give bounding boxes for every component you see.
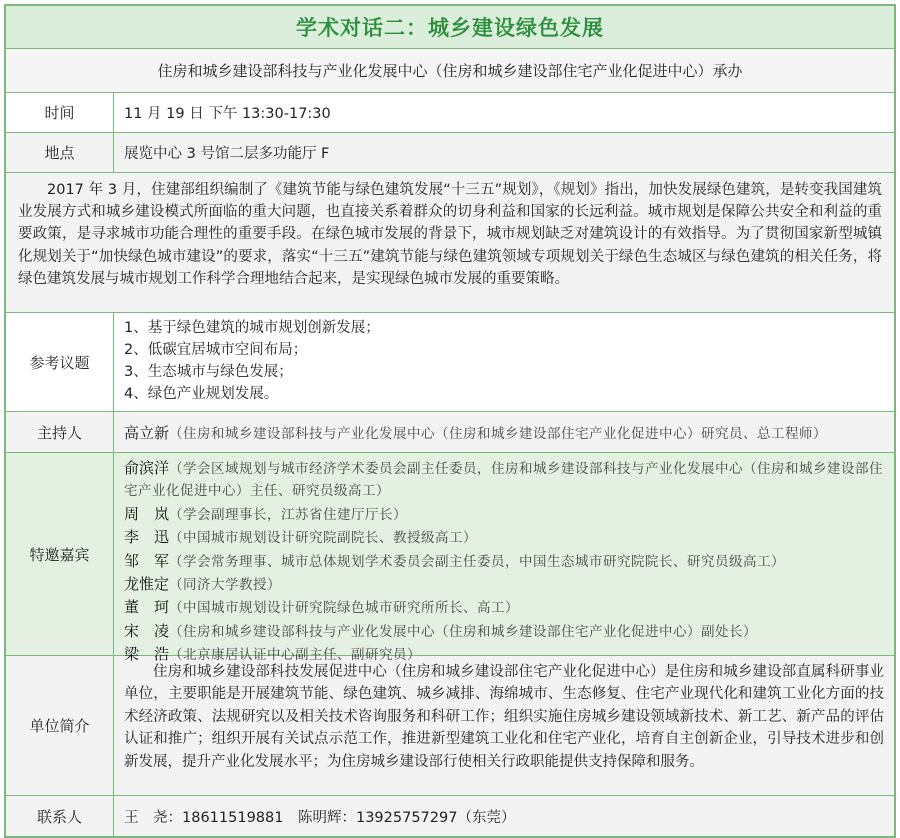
guest-item xyxy=(124,573,884,596)
topics-label: 参考议题 xyxy=(6,313,114,411)
guest-desc: （北京康居认证中心副主任、副研究员） xyxy=(169,647,422,664)
topic-item: 4、绿色产业规划发展。 xyxy=(124,386,279,402)
topic-item: 3、生态城市与绿色发展； xyxy=(124,364,293,380)
guest-desc: （中国城市规划设计研究院绿色城市研究所所长、高工） xyxy=(169,600,520,617)
location-value: 展览中心 3 号馆二层多功能厅 F xyxy=(124,146,330,162)
guest-item xyxy=(124,620,884,643)
topic-item: 2、低碳宜居城市空间布局； xyxy=(124,342,308,358)
guest-name: 龙惟定 xyxy=(124,575,170,594)
guest-desc: （学会区域规划与城市经济学术委员会副主任委员，住房和城乡建设部科技与产业化发展中心（住房和城乡建设部住宅产业化促进中心）主任、研究员级高工） xyxy=(124,461,884,500)
host-row xyxy=(6,411,894,452)
unit-label: 单位简介 xyxy=(6,656,114,795)
location-row xyxy=(6,132,894,172)
event-table xyxy=(4,4,896,838)
contact-label: 联系人 xyxy=(6,796,114,836)
unit-row xyxy=(6,655,894,795)
page-title: 学术对话二：城乡建设绿色发展 xyxy=(296,16,604,40)
guest-name: 梁 浩 xyxy=(124,645,170,664)
time-row xyxy=(6,92,894,132)
guest-name: 宋 凌 xyxy=(124,621,170,640)
guest-item xyxy=(124,503,884,526)
time-label: 时间 xyxy=(6,93,114,132)
guest-desc: （中国城市规划设计研究院副院长、教授级高工） xyxy=(169,530,478,547)
guests-row xyxy=(6,452,894,664)
location-label: 地点 xyxy=(6,133,114,172)
host-info xyxy=(114,412,894,452)
topics-row xyxy=(6,312,894,411)
guest-name: 邹 军 xyxy=(124,551,170,570)
contact-value: 王 尧：18611519881 陈明辉：13925757297（东莞） xyxy=(124,809,516,826)
host-name: 高立新 xyxy=(124,423,170,442)
host-label: 主持人 xyxy=(6,412,114,452)
guest-item xyxy=(124,550,884,573)
guest-desc: （住房和城乡建设部科技与产业化发展中心（住房和城乡建设部住宅产业化促进中心）副处长） xyxy=(169,623,758,640)
guest-item xyxy=(124,526,884,549)
guest-name: 俞滨洋 xyxy=(124,459,170,477)
guest-name: 周 岚 xyxy=(124,504,170,523)
guest-desc: （学会常务理事、城市总体规划学术委员会副主任委员，中国生态城市研究院院长、研究员级高工） xyxy=(169,553,786,570)
background-paragraph: 2017 年 3 月，住建部组织编制了《建筑节能与绿色建筑发展“十三五”规划》，《规划》指出，加快发展绿色建筑，是转变我国建筑业发展方式和城乡建设模式所面临的重大问题，也直接关系着群众的切身利益和国家的长远利益。城市规划是保障公共安全和利益的重要政策，是寻求城市功能合理性的重要手段。在绿色城市发展的背景下，城市规划缺乏对建筑设计的有效指导。为了贯彻国家新型城镇化规划关于“加快绿色城市建设”的要求，落实“十三五”建筑节能与绿色建筑领域专项规划关于绿色生态城区与绿色建筑的相关任务，将绿色建筑发展与城市规划工作科学合理地结合起来，是实现绿色城市发展的重要策略。 xyxy=(6,173,894,312)
organizer-text: 住房和城乡建设部科技与产业化发展中心（住房和城乡建设部住宅产业化促进中心）承办 xyxy=(157,62,743,80)
guest-item xyxy=(124,457,884,503)
topics-list xyxy=(114,313,894,411)
time-value: 11 月 19 日 下午 13:30-17:30 xyxy=(124,106,331,122)
background-row xyxy=(6,172,894,312)
topic-item: 1、基于绿色建筑的城市规划创新发展； xyxy=(124,320,380,336)
guests-list xyxy=(114,453,894,664)
host-desc: （住房和城乡建设部科技与产业化发展中心（住房和城乡建设部住宅产业化促进中心）研究员、总工程师） xyxy=(169,426,828,442)
guests-label: 特邀嘉宾 xyxy=(6,453,114,655)
guest-desc: （学会副理事长，江苏省住建厅厅长） xyxy=(169,506,408,523)
organizer-row xyxy=(6,48,894,92)
guest-name: 董 珂 xyxy=(124,598,170,617)
contact-row xyxy=(6,795,894,836)
unit-text: 住房和城乡建设部科技发展促进中心（住房和城乡建设部住宅产业化促进中心）是住房和城乡建设部直属科研事业单位，主要职能是开展建筑节能、绿色建筑、城乡减排、海绵城市、生态修复、住宅产业现代化和建筑工业化方面的技术经济政策、法规研究以及相关技术咨询服务和科研工作；组织实施住房城乡建设领域新技术、新工艺、新产品的评估认证和推广；组织开展有关试点示范工作，推进新型建筑工业化和住宅产业化，培育自主创新企业，引导技术进步和创新发展，提升产业化发展水平；为住房城乡建设部行使相关行政职能提供支持保障和服务。 xyxy=(124,664,884,770)
title-row xyxy=(6,6,894,48)
guest-name: 李 迅 xyxy=(124,528,170,547)
guest-item xyxy=(124,596,884,619)
guest-desc: （同济大学教授） xyxy=(169,577,282,594)
